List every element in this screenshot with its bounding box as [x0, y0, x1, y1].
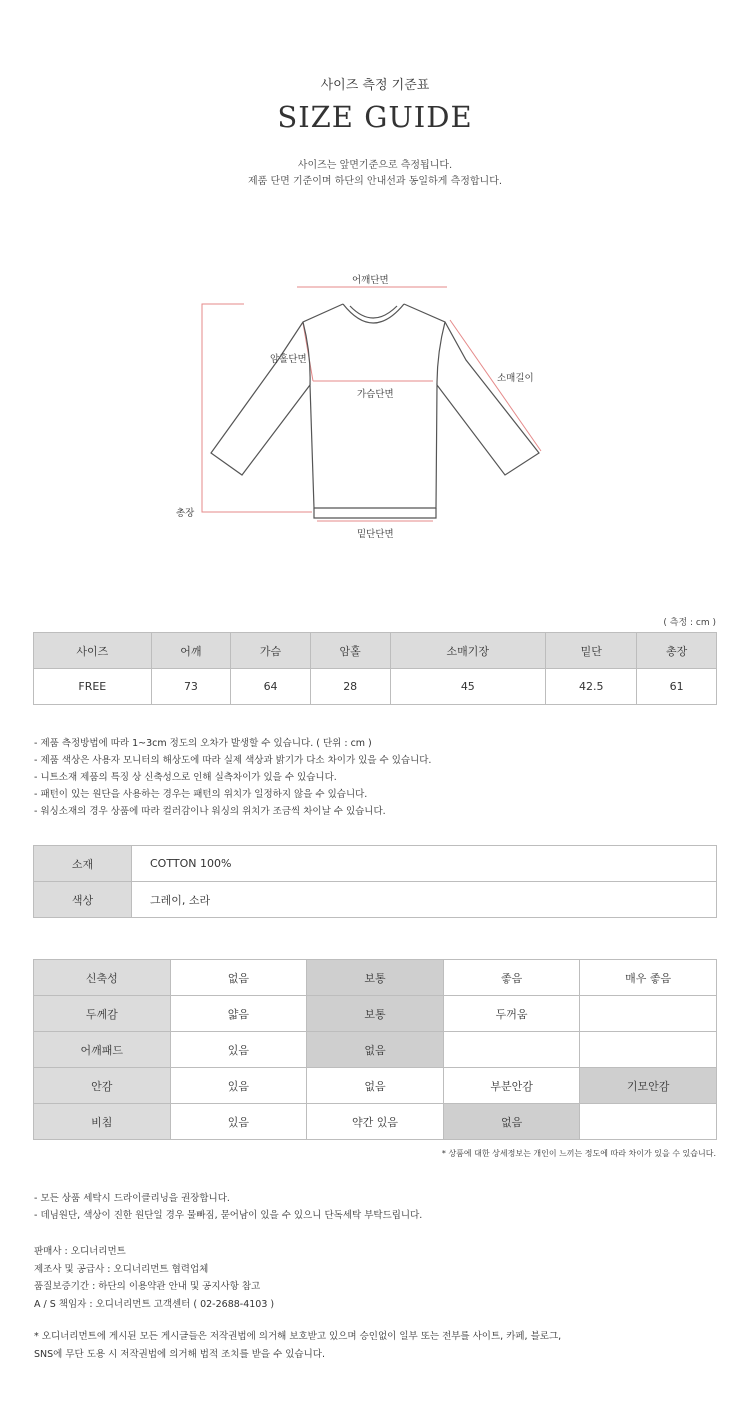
measurement-notes [34, 735, 431, 820]
seller-info [34, 1243, 274, 1313]
feel-option [580, 1032, 717, 1068]
header-cell: 밑단 [546, 633, 637, 669]
feel-key: 두께감 [34, 996, 171, 1032]
feel-option: 없음 [307, 1068, 444, 1104]
feel-option-selected: 없음 [443, 1104, 580, 1140]
table-row [34, 882, 717, 918]
garment-measurement-diagram [0, 250, 750, 560]
seller-line: 품질보증기간 : 하단의 이용약관 안내 및 공지사항 참고 [34, 1281, 261, 1292]
table-cell: 28 [310, 669, 390, 705]
chest-label: 가슴단면 [357, 389, 394, 400]
table-cell: 61 [637, 669, 717, 705]
fabric-feel-table [33, 959, 717, 1140]
size-guide-title: SIZE GUIDE [277, 100, 473, 134]
length-measure-line [202, 304, 312, 512]
color-value: 그레이, 소라 [132, 882, 717, 918]
seller-line: 제조사 및 공급사 : 오디너리먼트 협력업체 [34, 1263, 209, 1275]
table-cell: FREE [34, 669, 152, 705]
feel-key: 안감 [34, 1068, 171, 1104]
feel-option: 매우 좋음 [580, 960, 717, 996]
armhole-label: 암홀단면 [270, 354, 307, 365]
measurement-lines [202, 287, 541, 521]
table-cell: 64 [231, 669, 311, 705]
feel-option: 좋음 [443, 960, 580, 996]
table-row [34, 669, 717, 705]
feel-option [443, 1032, 580, 1068]
feel-option-selected: 보통 [307, 996, 444, 1032]
length-label: 총장 [176, 508, 195, 519]
material-value: COTTON 100% [132, 846, 717, 882]
material-key: 소재 [34, 846, 132, 882]
sleeve-measure-line [450, 320, 541, 451]
intro-line-2: 제품 단면 기준이며 하단의 안내선과 동일하게 측정합니다. [247, 176, 503, 187]
feel-option-selected: 없음 [307, 1032, 444, 1068]
feel-key: 어깨패드 [34, 1032, 171, 1068]
feel-key: 신축성 [34, 960, 171, 996]
note-line: - 데님원단, 색상이 진한 원단일 경우 물빠짐, 묻어남이 있을 수 있으니 단독세탁 부탁드립니다. [34, 1210, 423, 1221]
table-row [34, 1032, 717, 1068]
feel-option: 없음 [170, 960, 307, 996]
shoulder-label: 어깨단면 [352, 275, 389, 286]
sweater-outline [211, 304, 539, 518]
note-line: - 제품 측정방법에 따라 1~3cm 정도의 오차가 발생할 수 있습니다. ( 단위 : cm ) [34, 738, 372, 749]
header-cell: 어깨 [151, 633, 231, 669]
note-line: - 제품 색상은 사용자 모니터의 해상도에 따라 실제 색상과 밝기가 다소 차이가 있을 수 있습니다. [34, 755, 432, 766]
seller-line: 판매사 : 오디너리먼트 [34, 1246, 126, 1257]
copyright-notice [34, 1328, 561, 1363]
sleeve-label: 소매길이 [497, 373, 534, 384]
hem-label: 밑단단면 [357, 529, 394, 540]
feel-option: 있음 [170, 1068, 307, 1104]
color-key: 색상 [34, 882, 132, 918]
feel-option: 부분안감 [443, 1068, 580, 1104]
feel-disclaimer: * 상품에 대한 상세정보는 개인이 느끼는 정도에 따라 차이가 있을 수 있습니다. [441, 1149, 716, 1158]
note-line: - 패턴이 있는 원단을 사용하는 경우는 패턴의 위치가 일정하지 않을 수 있습니다. [34, 789, 368, 800]
size-table [33, 632, 717, 705]
table-row [34, 996, 717, 1032]
feel-option-selected: 보통 [307, 960, 444, 996]
table-cell: 73 [151, 669, 231, 705]
feel-option: 있음 [170, 1104, 307, 1140]
feel-option [580, 1104, 717, 1140]
header-cell: 사이즈 [34, 633, 152, 669]
material-table [33, 845, 717, 918]
feel-option: 약간 있음 [307, 1104, 444, 1140]
table-cell: 45 [390, 669, 546, 705]
size-guide-subtitle: 사이즈 측정 기준표 [320, 78, 430, 93]
measure-unit: ( 측정 : cm ) [663, 618, 716, 628]
header-cell: 소매기장 [390, 633, 546, 669]
size-guide-intro [0, 158, 750, 190]
copyright-line: SNS에 무단 도용 시 저작권법에 의거해 법적 조치를 받을 수 있습니다. [34, 1348, 325, 1360]
sweater-illustration [0, 250, 750, 560]
feel-option: 두꺼움 [443, 996, 580, 1032]
table-cell: 42.5 [546, 669, 637, 705]
table-row [34, 846, 717, 882]
feel-option [580, 996, 717, 1032]
header-cell: 암홀 [310, 633, 390, 669]
feel-option: 얇음 [170, 996, 307, 1032]
note-line: - 니트소재 제품의 특징 상 신축성으로 인해 실측차이가 있을 수 있습니다. [34, 772, 337, 783]
feel-key: 비침 [34, 1104, 171, 1140]
size-table-header [34, 633, 717, 669]
note-line: - 워싱소재의 경우 상품에 따라 컬러감이나 워싱의 위치가 조금씩 차이날 수 있습니다. [34, 806, 386, 817]
intro-line-1: 사이즈는 앞면기준으로 측정됩니다. [297, 160, 453, 171]
washing-notes [34, 1190, 422, 1224]
header-cell: 총장 [637, 633, 717, 669]
feel-option: 있음 [170, 1032, 307, 1068]
table-row [34, 960, 717, 996]
note-line: - 모든 상품 세탁시 드라이클리닝을 권장합니다. [34, 1193, 230, 1204]
header-cell: 가슴 [231, 633, 311, 669]
seller-line: A / S 책임자 : 오디너리먼트 고객센터 ( 02-2688-4103 ) [34, 1298, 275, 1310]
feel-option-selected: 기모안감 [580, 1068, 717, 1104]
copyright-line: * 오디너리먼트에 게시된 모든 게시글들은 저작권법에 의거해 보호받고 있으며 승인없이 일부 또는 전부를 사이트, 카페, 블로그, [34, 1331, 562, 1342]
table-row [34, 1068, 717, 1104]
table-row [34, 1104, 717, 1140]
